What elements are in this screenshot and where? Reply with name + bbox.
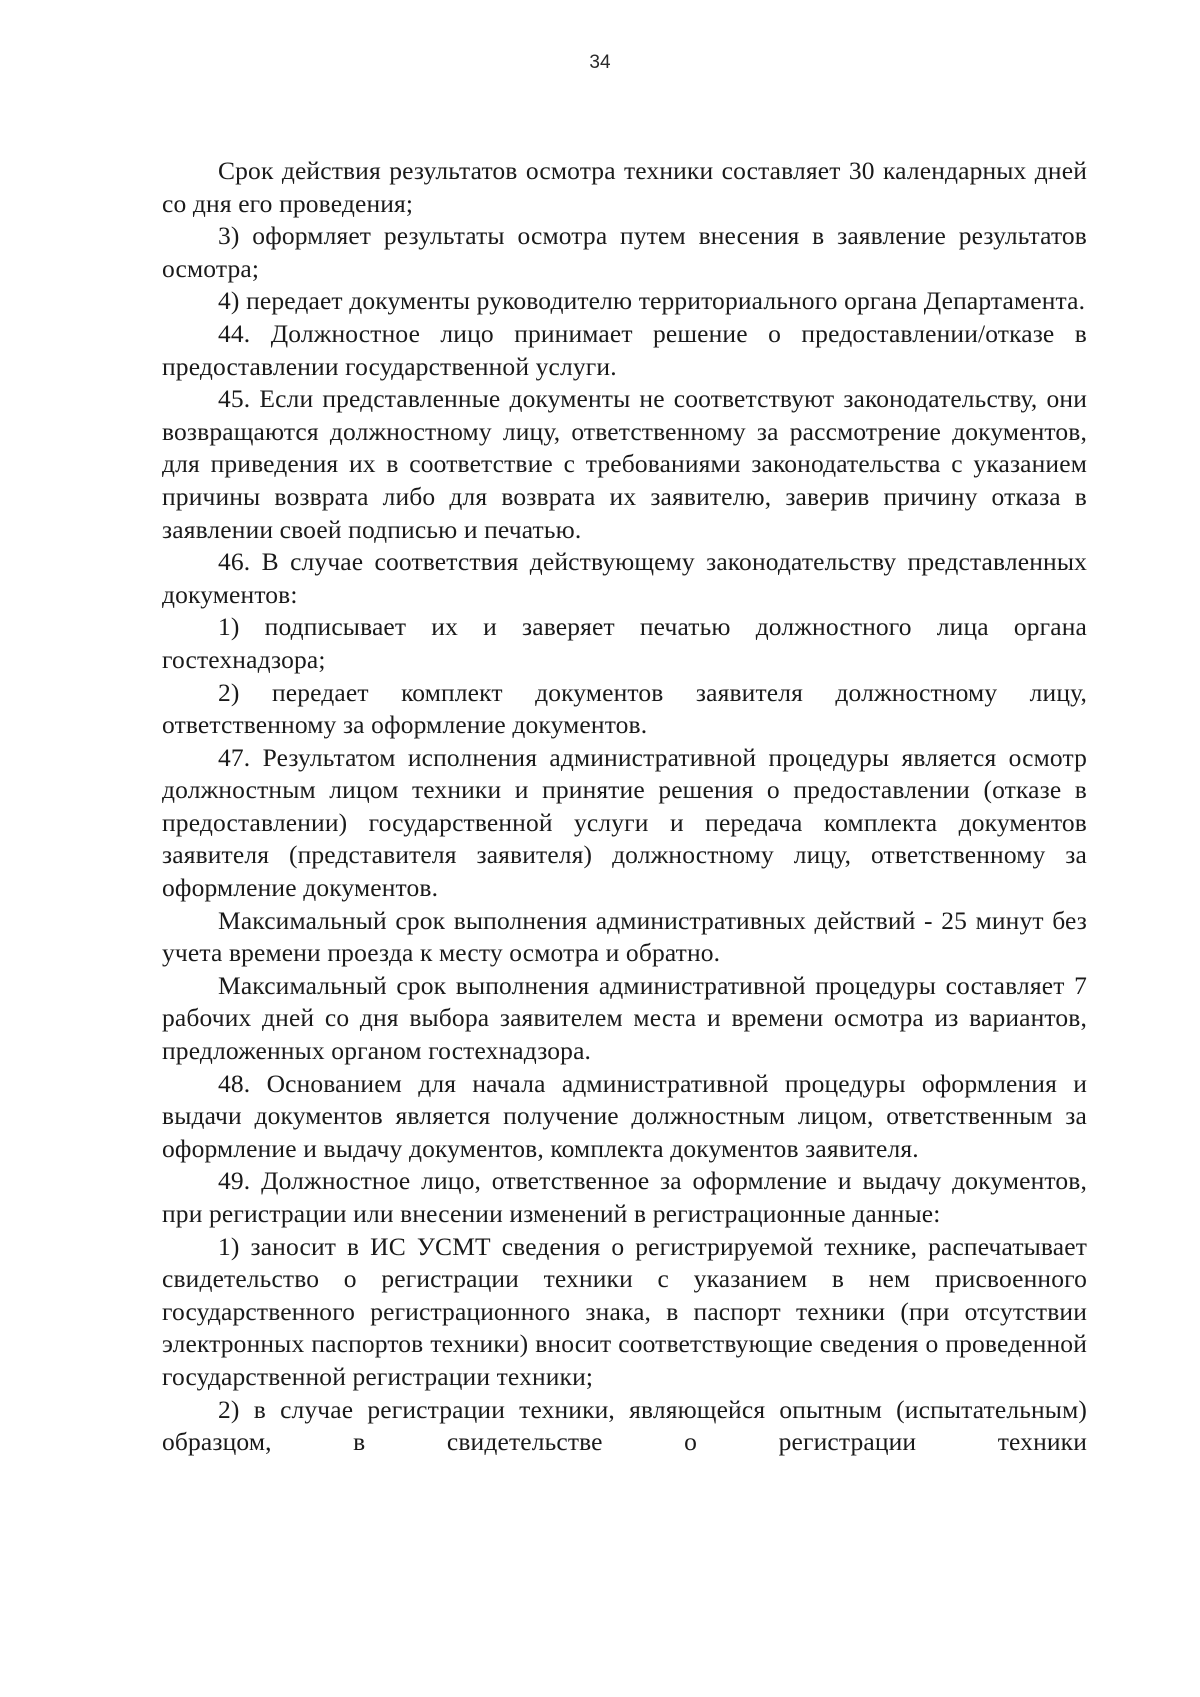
paragraph-item-3-record-results: 3) оформляет результаты осмотра путем внесения в заявление результатов осмотра; bbox=[162, 221, 1087, 283]
paragraph-item-4-transfer-documents: 4) передает документы руководителю территориального органа Департамента. bbox=[218, 286, 1086, 316]
paragraph-46-item-1: 1) подписывает их и заверяет печатью должностного лица органа гостехнадзора; bbox=[162, 612, 1087, 674]
paragraph-49-item-2: 2) в случае регистрации техники, являющейся опытным (испытательным) образцом, в свидетельстве о регистрации техники bbox=[162, 1394, 1087, 1457]
paragraph-max-term-actions: Максимальный срок выполнения административных действий - 25 минут без учета времени проезда к месту осмотра и обратно. bbox=[162, 905, 1087, 968]
paragraph-47: 47. Результатом исполнения административной процедуры является осмотр должностным лицом техники и принятие решения о предоставлении (отказе в предоставлении) государственной услуги и передача комплекта документов заявителя (представителя заявителя) должностному лицу, ответственному за оформление документов. bbox=[162, 742, 1087, 903]
paragraph-44: 44. Должностное лицо принимает решение о предоставлении/отказе в предоставлении государственной услуги. bbox=[162, 318, 1087, 381]
page-number: 34 bbox=[589, 52, 611, 73]
document-body bbox=[162, 155, 1087, 1459]
paragraph-48: 48. Основанием для начала административной процедуры оформления и выдачи документов является получение должностным лицом, ответственным за оформление и выдачу документов, комплекта документов заявителя. bbox=[162, 1068, 1087, 1163]
paragraph-max-term-procedure: Максимальный срок выполнения административной процедуры составляет 7 рабочих дней со дня выбора заявителем места и времени осмотра из вариантов, предложенных органом гостехнадзора. bbox=[162, 970, 1087, 1066]
paragraph-46-item-2: 2) передает комплект документов заявителя должностному лицу, ответственному за оформление документов. bbox=[162, 677, 1087, 740]
paragraph-49: 49. Должностное лицо, ответственное за оформление и выдачу документов, при регистрации или внесении изменений в регистрационные данные: bbox=[162, 1166, 1087, 1228]
paragraph-46: 46. В случае соответствия действующему законодательству представленных документов: bbox=[162, 547, 1087, 609]
paragraph-45: 45. Если представленные документы не соответствуют законодательству, они возвращаются должностному лицу, ответственному за рассмотрение документов, для приведения их в соответствие с требованиями законодательства с указанием причины возврата либо для возврата их заявителю, заверив причину отказа в заявлении своей подписью и печатью. bbox=[162, 384, 1087, 544]
paragraph-49-item-1: 1) заносит в ИС УСМТ сведения о регистрируемой технике, распечатывает свидетельство о регистрации техники с указанием в нем присвоенного государственного регистрационного знака, в паспорт техники (при отсутствии электронных паспортов техники) вносит соответствующие сведения о проведенной государственной регистрации техники; bbox=[162, 1231, 1087, 1391]
paragraph-term-validity: Срок действия результатов осмотра техники составляет 30 календарных дней со дня его проведения; bbox=[162, 156, 1087, 218]
